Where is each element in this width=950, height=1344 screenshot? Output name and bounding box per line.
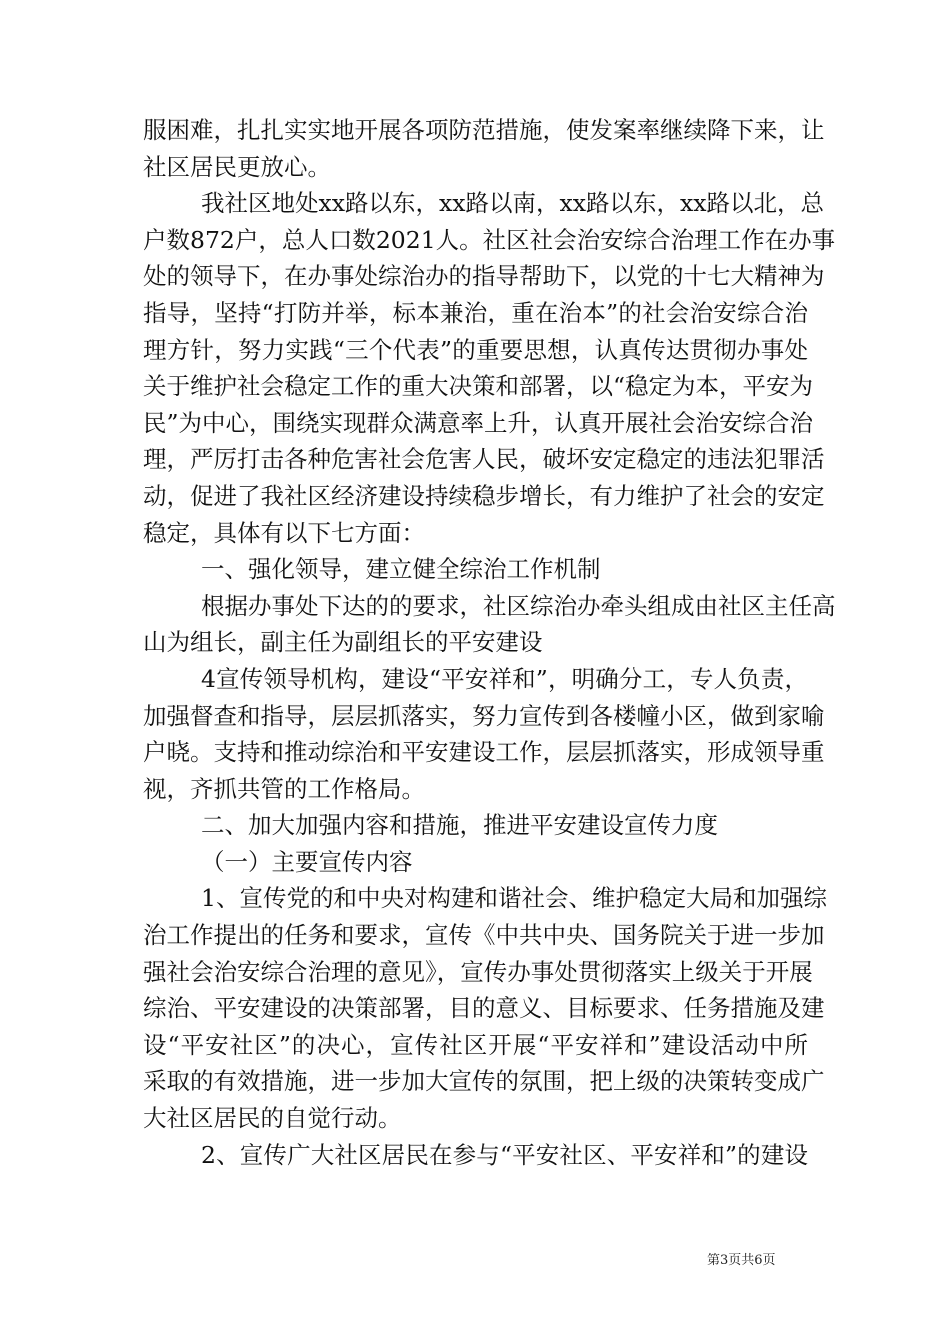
text-line: 山为组长，副主任为副组长的平安建设	[143, 628, 543, 657]
text-line: 治工作提出的任务和要求，宣传《中共中央、国务院关于进一步加	[143, 921, 825, 950]
text-line: 服困难，扎扎实实地开展各项防范措施，使发案率继续降下来，让	[143, 116, 825, 144]
text-line: 采取的有效措施，进一步加大宣传的氛围，把上级的决策转变成广	[143, 1067, 825, 1096]
text-line: 我社区地处xx路以东，xx路以南，xx路以东，xx路以北，总	[201, 189, 825, 218]
text-line: 社区居民更放心。	[143, 152, 331, 181]
text-line: 视，齐抓共管的工作格局。	[143, 774, 425, 803]
text-line: 设“平安社区”的决心，宣传社区开展“平安祥和”建设活动中所	[143, 1030, 808, 1059]
page-number: 第3页共6页	[707, 1253, 776, 1268]
text-line: 根据办事处下达的的要求，社区综治办牵头组成由社区主任高	[201, 591, 836, 620]
text-line: 动，促进了我社区经济建设持续稳步增长，有力维护了社会的安定	[143, 481, 825, 510]
text-line: 理，严厉打击各种危害社会危害人民，破坏安定稳定的违法犯罪活	[143, 445, 825, 474]
text-line: 关于维护社会稳定工作的重大决策和部署，以“稳定为本，平安为	[143, 372, 814, 401]
text-line: 理方针，努力实践“三个代表”的重要思想，认真传达贯彻办事处	[143, 335, 808, 364]
text-line: 强社会治安综合治理的意见》，宣传办事处贯彻落实上级关于开展	[143, 957, 813, 986]
text-line: 二、加大加强内容和措施，推进平安建设宣传力度	[201, 811, 718, 840]
text-line: 1、宣传党的和中央对构建和谐社会、维护稳定大局和加强综	[201, 884, 827, 913]
text-line: 综治、平安建设的决策部署，目的意义、目标要求、任务措施及建	[143, 994, 825, 1023]
text-line: 户晓。支持和推动综治和平安建设工作，层层抓落实，形成领导重	[143, 738, 825, 767]
text-line: 一、强化领导，建立健全综治工作机制	[201, 555, 601, 584]
text-line: 2、宣传广大社区居民在参与“平安社区、平安祥和”的建设	[201, 1140, 808, 1169]
text-line: 户数872户，总人口数2021人。社区社会治安综合治理工作在办事	[143, 225, 836, 254]
text-line: 民”为中心，围绕实现群众满意率上升，认真开展社会治安综合治	[143, 408, 814, 437]
text-line: 加强督查和指导，层层抓落实，努力宣传到各楼幢小区，做到家喻	[143, 701, 825, 730]
text-line: 处的领导下，在办事处综治办的指导帮助下，以党的十七大精神为	[143, 262, 825, 291]
text-line: 指导，坚持“打防并举，标本兼治，重在治本”的社会治安综合治	[143, 298, 808, 327]
text-line: （一）主要宣传内容	[201, 847, 413, 876]
text-line: 大社区居民的自觉行动。	[143, 1104, 402, 1133]
text-line: 4宣传领导机构，建设“平安祥和”，明确分工，专人负责，	[201, 664, 808, 693]
document-body	[143, 112, 836, 1173]
text-line: 稳定，具体有以下七方面：	[143, 518, 425, 547]
